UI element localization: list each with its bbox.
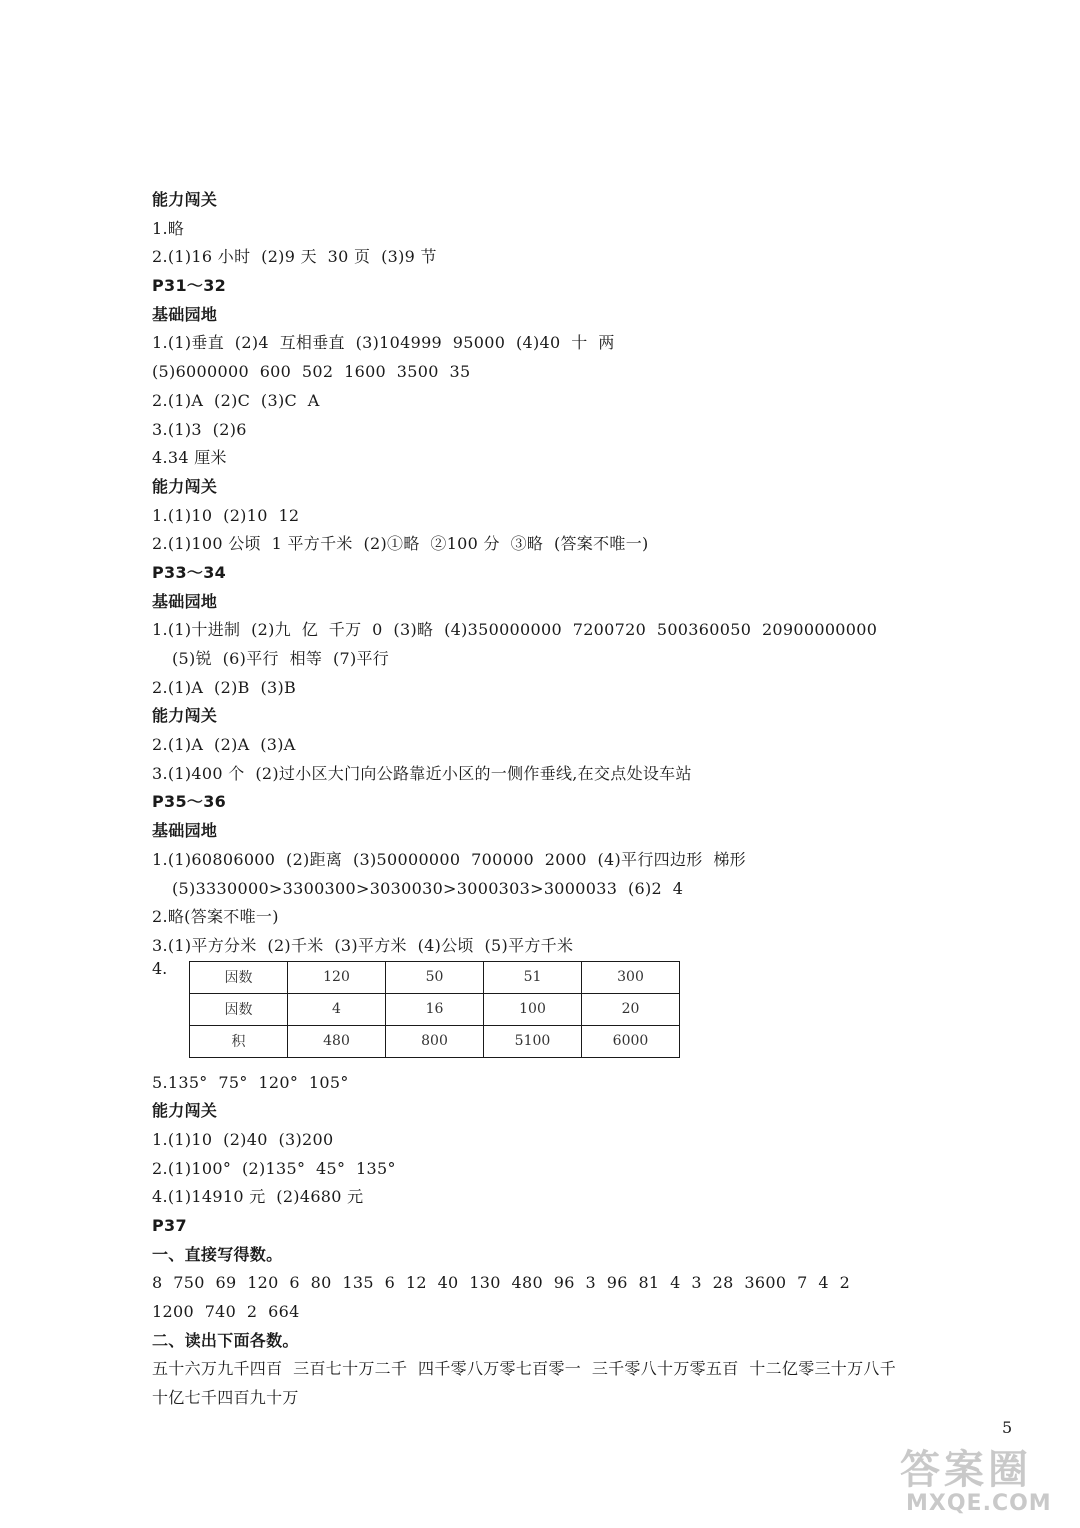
table-cell: 6000 bbox=[582, 1025, 680, 1057]
section-heading: 能力闯关 bbox=[152, 706, 218, 726]
table-cell: 480 bbox=[288, 1025, 386, 1057]
answer-line: 4.34 厘米 bbox=[152, 448, 227, 468]
watermark-top: 答案圈 bbox=[900, 1447, 1032, 1493]
answer-line: 2.(1)A (2)B (3)B bbox=[152, 677, 297, 697]
table-cell: 4 bbox=[288, 993, 386, 1025]
table-row bbox=[190, 1025, 680, 1057]
watermark-bottom: MXQE.COM bbox=[906, 1491, 1052, 1516]
table-block bbox=[152, 958, 1032, 1069]
table-cell: 5100 bbox=[484, 1025, 582, 1057]
answer-line: 2.略(答案不唯一) bbox=[152, 907, 279, 927]
answer-document bbox=[152, 186, 1032, 1413]
answer-line: 2.(1)A (2)C (3)C A bbox=[152, 390, 320, 410]
answer-line: (5)6000000 600 502 1600 3500 35 bbox=[152, 362, 471, 382]
answer-line: 2.(1)100° (2)135° 45° 135° bbox=[152, 1158, 396, 1178]
answer-line: 2.(1)100 公顷 1 平方千米 (2)①略 ②100 分 ③略 (答案不唯一) bbox=[152, 534, 649, 554]
answer-line: 1.(1)10 (2)10 12 bbox=[152, 505, 300, 525]
table-cell: 120 bbox=[288, 961, 386, 993]
answer-line: 3.(1)平方分米 (2)千米 (3)平方米 (4)公顷 (5)平方千米 bbox=[152, 935, 574, 955]
table-cell: 300 bbox=[582, 961, 680, 993]
answer-line: 2.(1)16 小时 (2)9 天 30 页 (3)9 节 bbox=[152, 247, 437, 267]
answer-line: 4.(1)14910 元 (2)4680 元 bbox=[152, 1187, 364, 1207]
table-row bbox=[190, 961, 680, 993]
table-cell: 50 bbox=[386, 961, 484, 993]
table-cell: 800 bbox=[386, 1025, 484, 1057]
table-cell: 20 bbox=[582, 993, 680, 1025]
table-cell: 因数 bbox=[190, 961, 288, 993]
section-heading: 基础园地 bbox=[152, 304, 218, 324]
section-heading: P33～34 bbox=[152, 562, 227, 582]
answer-line: (5)3330000>3300300>3030030>3000303>3000033 (6)2 4 bbox=[172, 878, 684, 898]
answer-line: 8 750 69 120 6 80 135 6 12 40 130 480 96 3 96 81 4 3 28 3600 7 4 2 bbox=[152, 1273, 851, 1293]
section-heading: 二、读出下面各数。 bbox=[152, 1330, 299, 1350]
answer-line: 5.135° 75° 120° 105° bbox=[152, 1072, 349, 1092]
section-heading: P37 bbox=[152, 1216, 187, 1235]
table-cell: 因数 bbox=[190, 993, 288, 1025]
table-cell: 51 bbox=[484, 961, 582, 993]
table-row bbox=[190, 993, 680, 1025]
section-heading: 能力闯关 bbox=[152, 476, 218, 496]
section-heading: P35～36 bbox=[152, 792, 227, 812]
answer-line: 1.(1)60806000 (2)距离 (3)50000000 700000 2000 (4)平行四边形 梯形 bbox=[152, 849, 746, 869]
factor-product-table bbox=[189, 961, 680, 1058]
table-cell: 积 bbox=[190, 1025, 288, 1057]
answer-line: 1.(1)10 (2)40 (3)200 bbox=[152, 1129, 334, 1149]
answer-line: 1.(1)十进制 (2)九 亿 千万 0 (3)略 (4)350000000 7200720 500360050 20900000000 bbox=[152, 620, 878, 640]
watermark-logo bbox=[900, 1448, 1060, 1518]
table-label: 4. bbox=[152, 958, 168, 978]
answer-line: 十亿七千四百九十万 bbox=[152, 1388, 299, 1408]
answer-line: 五十六万九千四百 三百七十万二千 四千零八万零七百零一 三千零八十万零五百 十二亿零三十万八千 bbox=[152, 1359, 896, 1379]
section-heading: 能力闯关 bbox=[152, 1101, 218, 1121]
answer-line: (5)锐 (6)平行 相等 (7)平行 bbox=[172, 649, 390, 668]
answer-line: 3.(1)3 (2)6 bbox=[152, 419, 247, 439]
answer-line: 3.(1)400 个 (2)过小区大门向公路靠近小区的一侧作垂线,在交点处设车站 bbox=[152, 763, 692, 783]
answer-line: 1.(1)垂直 (2)4 互相垂直 (3)104999 95000 (4)40 十 两 bbox=[152, 333, 615, 353]
page-number: 5 bbox=[1002, 1418, 1013, 1437]
answer-line: 2.(1)A (2)A (3)A bbox=[152, 735, 296, 755]
answer-line: 1200 740 2 664 bbox=[152, 1302, 300, 1322]
section-heading: 基础园地 bbox=[152, 821, 218, 841]
section-heading: 基础园地 bbox=[152, 591, 218, 611]
section-heading: 能力闯关 bbox=[152, 190, 218, 209]
table-cell: 16 bbox=[386, 993, 484, 1025]
table-cell: 100 bbox=[484, 993, 582, 1025]
answer-line: 1.略 bbox=[152, 218, 185, 238]
section-heading: 一、直接写得数。 bbox=[152, 1244, 283, 1264]
section-heading: P31～32 bbox=[152, 276, 227, 296]
